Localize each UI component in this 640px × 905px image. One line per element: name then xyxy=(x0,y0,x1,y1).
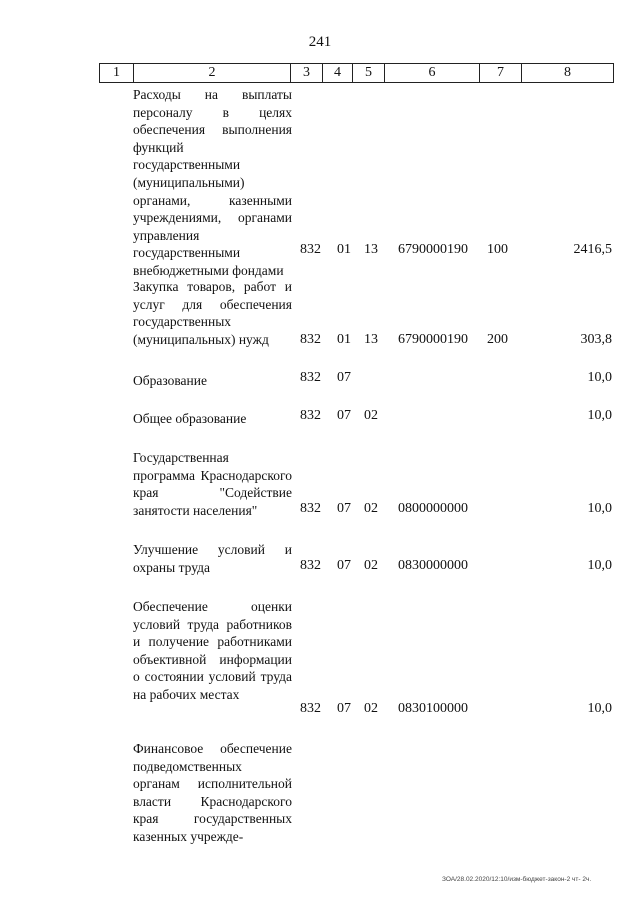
row-col-3: 832 xyxy=(300,242,321,257)
row-col-5: 02 xyxy=(364,501,378,516)
row-description: Улучшение условий и охраны труда xyxy=(133,542,292,575)
header-col-1: 1 xyxy=(113,65,120,80)
row-amount: 10,0 xyxy=(587,370,612,385)
row-col-4: 07 xyxy=(337,558,351,573)
header-col-2: 2 xyxy=(133,64,290,82)
footer-file-stamp: ЗОА/28.02.2020/12:10/изм-бюджет-закон-2 чт- 2ч. xyxy=(442,876,592,883)
row-description: Образование xyxy=(133,373,207,388)
row-description: Общее образование xyxy=(133,411,247,426)
row-col-6: 0800000000 xyxy=(398,501,468,516)
header-col-7: 7 xyxy=(479,64,521,82)
row-description: Обеспечение оценки условий труда работников и получение работниками объективной информации о состоянии условий труда на рабочих местах xyxy=(133,599,292,702)
row-col-4: 07 xyxy=(337,501,351,516)
row-col-5: 02 xyxy=(364,558,378,573)
row-amount: 10,0 xyxy=(587,701,612,716)
row-amount: 303,8 xyxy=(580,332,612,347)
row-col-5: 13 xyxy=(364,242,378,257)
row-description: Государственная программа Краснодарского края "Содействие занятости населения" xyxy=(133,450,292,518)
row-col-4: 01 xyxy=(337,332,351,347)
row-col-6: 0830100000 xyxy=(398,701,468,716)
row-col-3: 832 xyxy=(300,408,321,423)
row-col-6: 0830000000 xyxy=(398,558,468,573)
table-header xyxy=(99,63,614,83)
row-col-3: 832 xyxy=(300,501,321,516)
row-col-7: 200 xyxy=(487,332,508,347)
row-col-4: 07 xyxy=(337,701,351,716)
row-col-6: 6790000190 xyxy=(398,242,468,257)
row-amount: 10,0 xyxy=(587,501,612,516)
row-col-7: 100 xyxy=(487,242,508,257)
header-col-3: 3 xyxy=(290,64,322,82)
row-col-4: 07 xyxy=(337,370,351,385)
row-col-4: 01 xyxy=(337,242,351,257)
row-amount: 10,0 xyxy=(587,408,612,423)
row-col-4: 07 xyxy=(337,408,351,423)
row-col-5: 02 xyxy=(364,408,378,423)
row-col-3: 832 xyxy=(300,558,321,573)
row-col-3: 832 xyxy=(300,332,321,347)
row-description: Финансовое обеспечение подведомственных органам исполнительной власти Краснодарского края государственных казенных учрежде- xyxy=(133,741,292,844)
page-number: 241 xyxy=(308,34,332,50)
header-col-8: 8 xyxy=(521,64,613,82)
row-col-5: 02 xyxy=(364,701,378,716)
row-col-3: 832 xyxy=(300,370,321,385)
header-col-6: 6 xyxy=(384,64,479,82)
row-description: Расходы на выплаты персоналу в целях обеспечения выполнения функций государственными (муниципальными) органами, казенными учреждениями, органами управления государственными внебюджетными фондами xyxy=(133,87,292,278)
row-col-3: 832 xyxy=(300,701,321,716)
row-col-6: 6790000190 xyxy=(398,332,468,347)
header-col-4: 4 xyxy=(322,64,352,82)
row-col-5: 13 xyxy=(364,332,378,347)
row-amount: 2416,5 xyxy=(573,242,612,257)
header-col-5: 5 xyxy=(352,64,384,82)
row-description: Закупка товаров, работ и услуг для обеспечения государственных (муниципальных) нужд xyxy=(133,279,292,347)
row-amount: 10,0 xyxy=(587,558,612,573)
